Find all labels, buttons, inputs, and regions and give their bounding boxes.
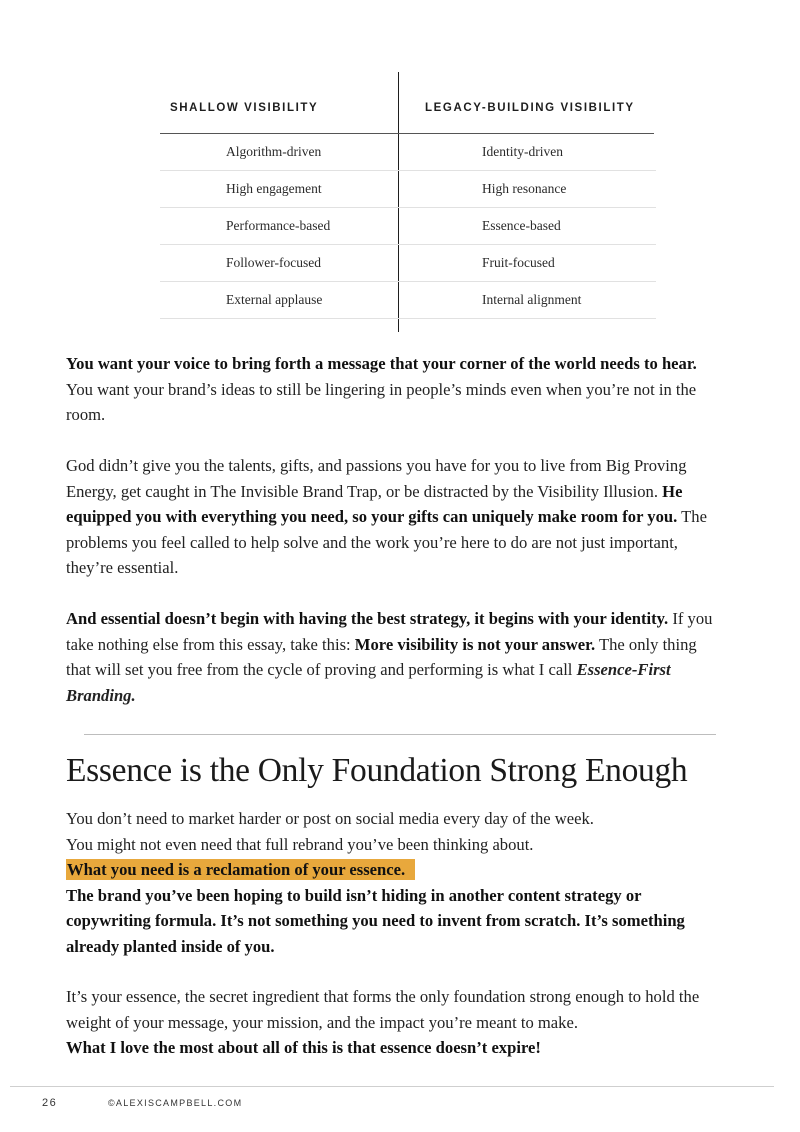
paragraph-gifts-bold: He equipped you with everything you need, so your gifts can uniquely make room for you. — [66, 481, 683, 526]
closing-text: It’s your essence, the secret ingredient that forms the only foundation strong enough to hold the weight of your message, your mission, and the impact you’re meant to make. — [66, 987, 700, 1032]
highlighted-statement: What you need is a reclamation of your essence. — [66, 859, 415, 880]
essence-first-branding-emphasis: Essence-First Branding. — [66, 660, 671, 705]
comparison-table — [160, 72, 656, 332]
paragraph-essential-text-2: The only thing that will set you free from the cycle of proving and performing is what I call — [66, 634, 697, 679]
footer-website: ©ALEXISCAMPBELL.COM — [108, 1098, 243, 1108]
header-legacy-visibility: LEGACY-BUILDING VISIBILITY — [425, 102, 635, 114]
cell-shallow: Algorithm-driven — [226, 144, 322, 159]
paragraph-essential-bold-1: And essential doesn’t begin with having the best strategy, it begins with your identity. — [66, 609, 669, 628]
table-row — [160, 134, 656, 171]
table-row — [160, 171, 656, 208]
intro-line-2: You might not even need that full rebrand you’ve been thinking about. — [66, 834, 534, 854]
paragraph-gifts-text-1: God didn’t give you the talents, gifts, and passions you have for you to live from Big Proving Energy, get caught in The Invisible Brand Trap, or be distracted by the Visibility Illusion. — [66, 456, 687, 501]
paragraph-god-gifts — [66, 453, 716, 581]
footer-divider — [10, 1086, 774, 1087]
paragraph-gifts-text-2: The problems you feel called to help solve and the work you’re here to do are not just important, they’re essential. — [66, 507, 707, 577]
closing-bold: What I love the most about all of this is that essence doesn’t expire! — [66, 1038, 541, 1057]
paragraph-essential — [66, 606, 716, 708]
section-closing — [66, 984, 716, 1061]
page-number: 26 — [42, 1097, 58, 1109]
header-shallow-visibility: SHALLOW VISIBILITY — [170, 102, 319, 114]
cell-legacy: Identity-driven — [482, 144, 563, 159]
paragraph-voice-bold: You want your voice to bring forth a message that your corner of the world needs to hear. — [66, 354, 697, 373]
table-row — [160, 282, 656, 319]
paragraph-essential-bold-2: More visibility is not your answer. — [354, 634, 596, 654]
section-intro — [66, 806, 716, 959]
cell-shallow: High engagement — [226, 181, 322, 196]
intro-bold-block: The brand you’ve been hoping to build isn’t hiding in another content strategy or copywriting formula. It’s not something you need to invent from scratch. It’s something already planted inside of you. — [66, 885, 685, 956]
cell-shallow: Performance-based — [226, 218, 331, 233]
cell-legacy: High resonance — [482, 181, 567, 196]
table-row — [160, 245, 656, 282]
intro-line-1: You don’t need to market harder or post on social media every day of the week. — [66, 809, 594, 828]
paragraph-voice — [66, 351, 716, 428]
paragraph-essential-text-1: If you take nothing else from this essay, take this: — [66, 609, 713, 654]
paragraph-voice-text: You want your brand’s ideas to still be lingering in people’s minds even when you’re not in the room. — [66, 379, 697, 424]
cell-legacy: Fruit-focused — [482, 255, 555, 270]
cell-legacy: Essence-based — [482, 218, 561, 233]
section-divider — [84, 734, 716, 735]
cell-legacy: Internal alignment — [482, 292, 582, 307]
cell-shallow: External applause — [226, 292, 323, 307]
cell-shallow: Follower-focused — [226, 255, 321, 270]
table-rows — [160, 134, 656, 319]
section-heading: Essence is the Only Foundation Strong Enough — [66, 752, 688, 789]
table-row — [160, 208, 656, 245]
